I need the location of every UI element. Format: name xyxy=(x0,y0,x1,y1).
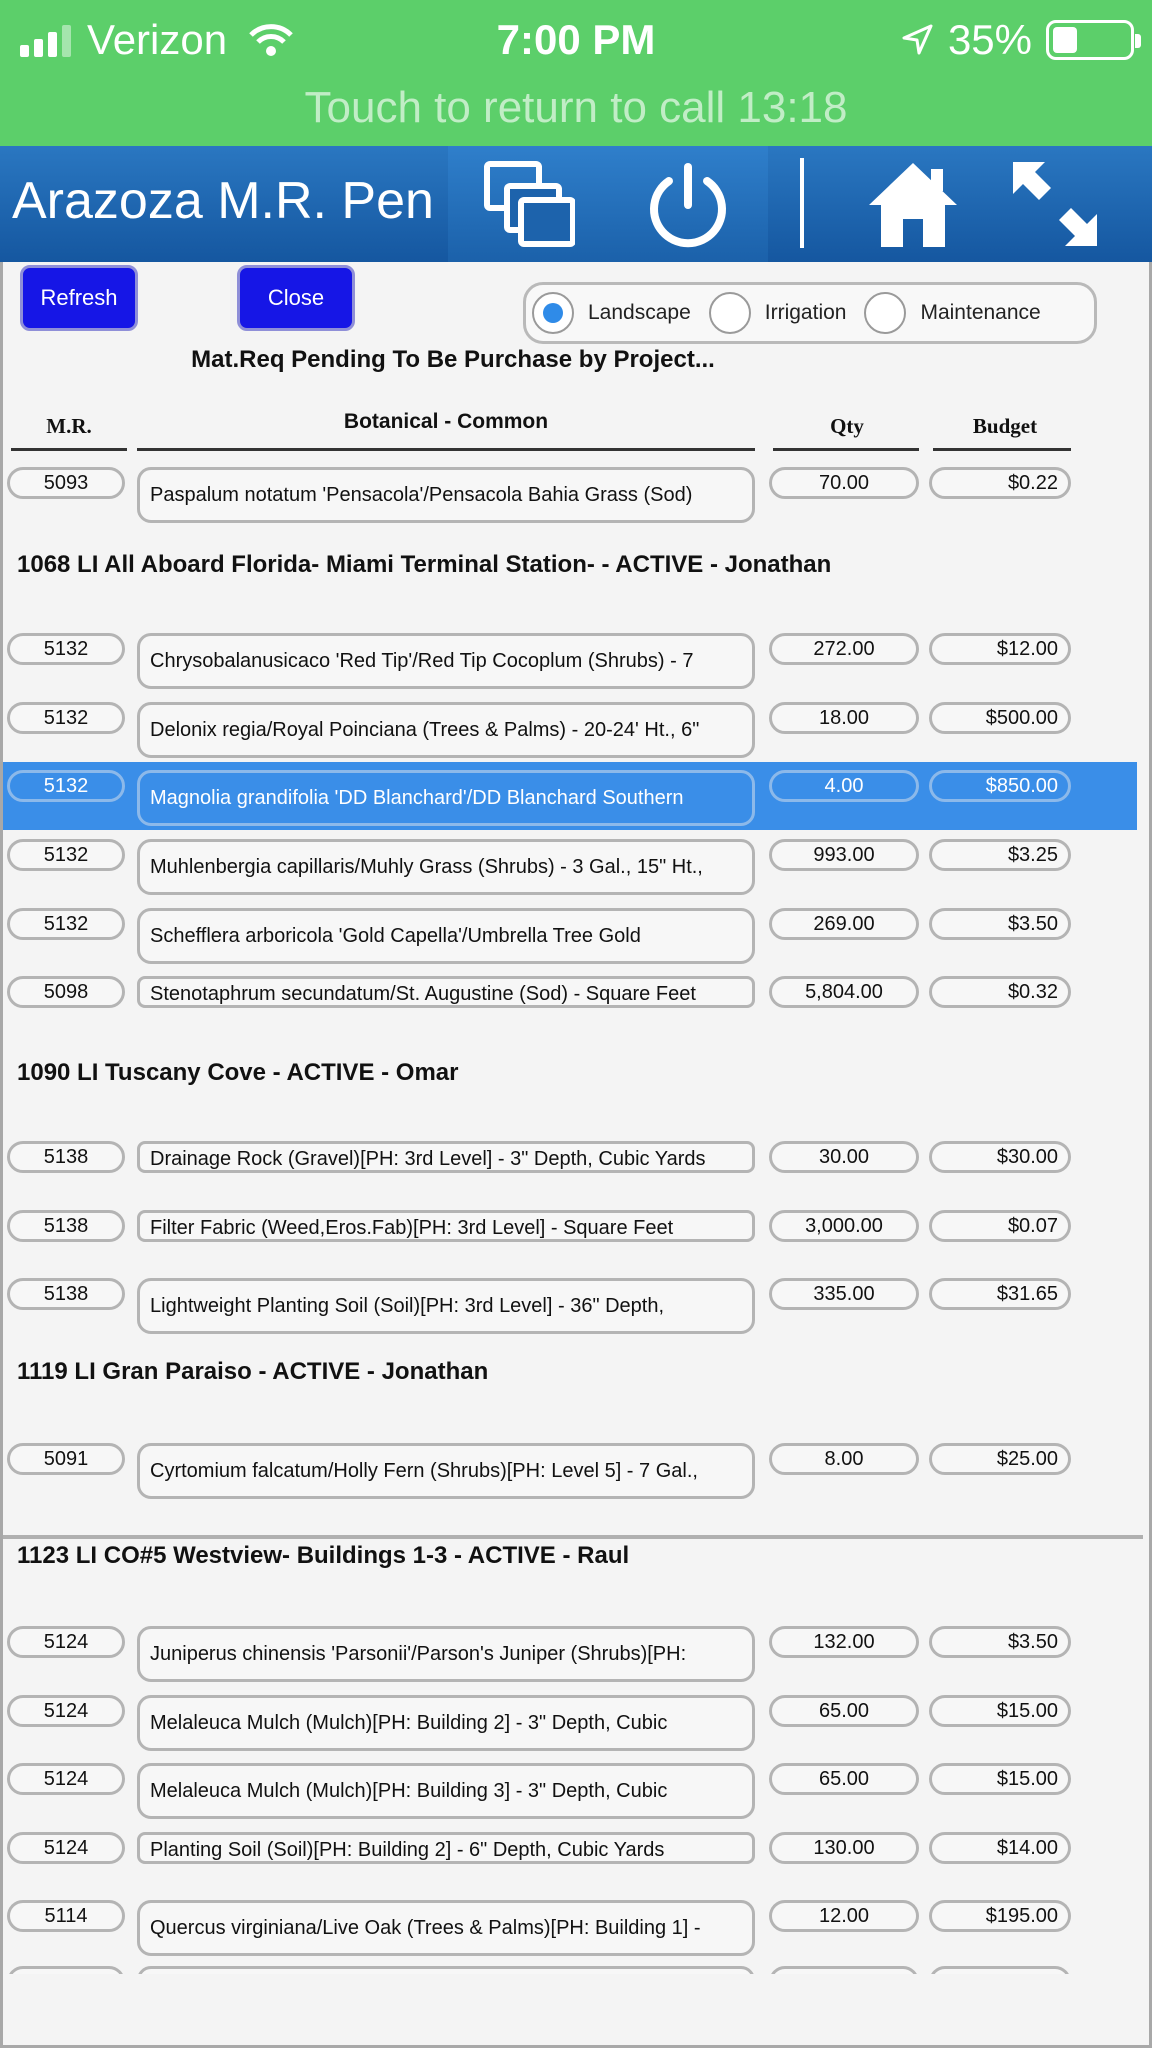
close-button[interactable]: Close xyxy=(237,265,355,331)
home-icon xyxy=(865,159,961,249)
mr-cell: 5132 xyxy=(7,908,125,940)
budget-cell: $30.00 xyxy=(929,1141,1071,1173)
table-row[interactable] xyxy=(3,1695,1137,1761)
table-row[interactable] xyxy=(3,1832,1137,1898)
radio-label: Landscape xyxy=(588,301,691,324)
mr-cell: 5114 xyxy=(7,1900,125,1932)
mr-cell: 5124 xyxy=(7,1695,125,1727)
mr-cell: 5138 xyxy=(7,1278,125,1310)
botanical-cell: Cyrtomium falcatum/Holly Fern (Shrubs)[PH: Level 5] - 7 Gal., xyxy=(137,1443,755,1499)
column-header-qty: Qty xyxy=(830,414,864,438)
table-row[interactable] xyxy=(3,976,1137,1042)
budget-cell xyxy=(929,1966,1071,1974)
qty-cell: 993.00 xyxy=(769,839,919,871)
table-row[interactable] xyxy=(3,839,1137,905)
mr-cell: 5132 xyxy=(7,839,125,871)
qty-cell: 65.00 xyxy=(769,1763,919,1795)
app-title: Arazoza M.R. Pen xyxy=(12,172,434,230)
table-row[interactable] xyxy=(3,1763,1137,1829)
qty-cell: 4.00 xyxy=(769,770,919,802)
mr-cell: 5098 xyxy=(7,976,125,1008)
qty-cell: 8.00 xyxy=(769,1443,919,1475)
qty-cell: 130.00 xyxy=(769,1832,919,1864)
return-to-call-banner[interactable]: Touch to return to call 13:18 xyxy=(304,83,848,132)
project-header: 1068 LI All Aboard Florida- Miami Terminal Station- - ACTIVE - Jonathan xyxy=(17,551,832,578)
botanical-cell: Filter Fabric (Weed,Eros.Fab)[PH: 3rd Level] - Square Feet xyxy=(137,1210,755,1242)
table-row-clipped[interactable] xyxy=(3,1966,1137,1974)
column-header-budget: Budget xyxy=(972,414,1038,438)
budget-cell: $12.00 xyxy=(929,633,1071,665)
budget-cell: $0.32 xyxy=(929,976,1071,1008)
budget-cell: $3.25 xyxy=(929,839,1071,871)
botanical-cell: Melaleuca Mulch (Mulch)[PH: Building 2] - 3" Depth, Cubic xyxy=(137,1695,755,1751)
qty-cell: 70.00 xyxy=(769,467,919,499)
botanical-cell: Melaleuca Mulch (Mulch)[PH: Building 3] - 3" Depth, Cubic xyxy=(137,1763,755,1819)
botanical-cell: Delonix regia/Royal Poinciana (Trees & Palms) - 20-24' Ht., 6" xyxy=(137,702,755,758)
table-row[interactable] xyxy=(3,1900,1137,1966)
qty-cell: 335.00 xyxy=(769,1278,919,1310)
budget-cell: $0.22 xyxy=(929,467,1071,499)
qty-cell: 18.00 xyxy=(769,702,919,734)
project-header: 1090 LI Tuscany Cove - ACTIVE - Omar xyxy=(17,1059,459,1086)
budget-cell: $850.00 xyxy=(929,770,1071,802)
qty-cell: 5,804.00 xyxy=(769,976,919,1008)
mr-cell: 5132 xyxy=(7,702,125,734)
battery-icon xyxy=(1046,20,1134,60)
table-row[interactable] xyxy=(3,1278,1137,1344)
botanical-cell: Lightweight Planting Soil (Soil)[PH: 3rd Level] - 36" Depth, xyxy=(137,1278,755,1334)
app-header xyxy=(0,146,1152,262)
budget-cell: $500.00 xyxy=(929,702,1071,734)
expand-icon xyxy=(1007,156,1103,252)
mr-cell: 5132 xyxy=(7,770,125,802)
table-row[interactable] xyxy=(3,467,1137,533)
budget-cell: $3.50 xyxy=(929,1626,1071,1658)
radio-irrigation[interactable] xyxy=(709,292,847,334)
radio-landscape[interactable] xyxy=(532,292,691,334)
table-row[interactable] xyxy=(3,1626,1137,1692)
qty-cell xyxy=(769,1966,919,1974)
windows-button[interactable] xyxy=(472,146,582,262)
table-row[interactable] xyxy=(3,908,1137,974)
column-underline xyxy=(773,448,919,451)
mr-cell: 5124 xyxy=(7,1832,125,1864)
category-filter xyxy=(523,282,1097,344)
mr-cell: 5132 xyxy=(7,633,125,665)
status-bar xyxy=(0,0,1152,146)
table-row[interactable] xyxy=(3,1443,1137,1509)
windows-icon xyxy=(479,156,575,252)
botanical-cell: Schefflera arboricola 'Gold Capella'/Umbrella Tree Gold xyxy=(137,908,755,964)
mr-cell xyxy=(7,1966,125,1974)
radio-maintenance[interactable] xyxy=(864,292,1040,334)
qty-cell: 12.00 xyxy=(769,1900,919,1932)
budget-cell: $25.00 xyxy=(929,1443,1071,1475)
power-icon xyxy=(643,159,733,249)
column-underline xyxy=(11,448,127,451)
botanical-cell: Muhlenbergia capillaris/Muhly Grass (Shrubs) - 3 Gal., 15" Ht., xyxy=(137,839,755,895)
carrier-name: Verizon xyxy=(87,16,228,63)
budget-cell: $15.00 xyxy=(929,1763,1071,1795)
column-underline xyxy=(137,448,755,451)
table-row[interactable] xyxy=(3,1141,1137,1207)
botanical-cell: Juniperus chinensis 'Parsonii'/Parson's Juniper (Shrubs)[PH: xyxy=(137,1626,755,1682)
expand-button[interactable] xyxy=(1002,146,1108,262)
column-header-botanical: Botanical - Common xyxy=(343,410,549,433)
budget-cell: $3.50 xyxy=(929,908,1071,940)
qty-cell: 3,000.00 xyxy=(769,1210,919,1242)
qty-cell: 272.00 xyxy=(769,633,919,665)
botanical-cell: Stenotaphrum secundatum/St. Augustine (Sod) - Square Feet xyxy=(137,976,755,1008)
home-button[interactable] xyxy=(860,146,966,262)
report-panel xyxy=(0,262,1152,2048)
clock: 7:00 PM xyxy=(496,16,656,63)
location-arrow-icon xyxy=(900,23,934,57)
botanical-cell: Planting Soil (Soil)[PH: Building 2] - 6" Depth, Cubic Yards xyxy=(137,1832,755,1864)
radio-selected-icon xyxy=(532,292,574,334)
column-underline xyxy=(933,448,1071,451)
mr-cell: 5138 xyxy=(7,1141,125,1173)
table-row-selected[interactable] xyxy=(3,762,1137,830)
table-row[interactable] xyxy=(3,702,1137,768)
budget-cell: $14.00 xyxy=(929,1832,1071,1864)
qty-cell: 30.00 xyxy=(769,1141,919,1173)
qty-cell: 65.00 xyxy=(769,1695,919,1727)
radio-label: Irrigation xyxy=(764,301,847,324)
section-divider xyxy=(3,1535,1143,1539)
battery-percent: 35% xyxy=(947,16,1032,63)
botanical-cell xyxy=(137,1966,755,1974)
column-header-mr: M.R. xyxy=(46,414,92,438)
project-header: 1123 LI CO#5 Westview- Buildings 1-3 - ACTIVE - Raul xyxy=(17,1542,630,1569)
mr-cell: 5093 xyxy=(7,467,125,499)
mr-cell: 5124 xyxy=(7,1626,125,1658)
radio-unselected-icon xyxy=(709,292,751,334)
budget-cell: $15.00 xyxy=(929,1695,1071,1727)
radio-label: Maintenance xyxy=(920,301,1041,324)
mr-cell: 5091 xyxy=(7,1443,125,1475)
table-row[interactable] xyxy=(3,633,1137,699)
refresh-button[interactable]: Refresh xyxy=(20,265,138,331)
botanical-cell: Paspalum notatum 'Pensacola'/Pensacola Bahia Grass (Sod) xyxy=(137,467,755,523)
mr-cell: 5138 xyxy=(7,1210,125,1242)
botanical-cell: Quercus virginiana/Live Oak (Trees & Palms)[PH: Building 1] - xyxy=(137,1900,755,1956)
power-button[interactable] xyxy=(636,146,740,262)
qty-cell: 132.00 xyxy=(769,1626,919,1658)
budget-cell: $0.07 xyxy=(929,1210,1071,1242)
qty-cell: 269.00 xyxy=(769,908,919,940)
botanical-cell: Magnolia grandifolia 'DD Blanchard'/DD Blanchard Southern xyxy=(137,770,755,826)
report-title: Mat.Req Pending To Be Purchase by Project... xyxy=(191,346,715,373)
table-row[interactable] xyxy=(3,1210,1137,1276)
budget-cell: $31.65 xyxy=(929,1278,1071,1310)
botanical-cell: Drainage Rock (Gravel)[PH: 3rd Level] - 3" Depth, Cubic Yards xyxy=(137,1141,755,1173)
botanical-cell: Chrysobalanusicaco 'Red Tip'/Red Tip Cocoplum (Shrubs) - 7 xyxy=(137,633,755,689)
project-header: 1119 LI Gran Paraiso - ACTIVE - Jonathan xyxy=(17,1358,489,1385)
budget-cell: $195.00 xyxy=(929,1900,1071,1932)
mr-cell: 5124 xyxy=(7,1763,125,1795)
radio-unselected-icon xyxy=(864,292,906,334)
header-divider xyxy=(800,158,804,248)
